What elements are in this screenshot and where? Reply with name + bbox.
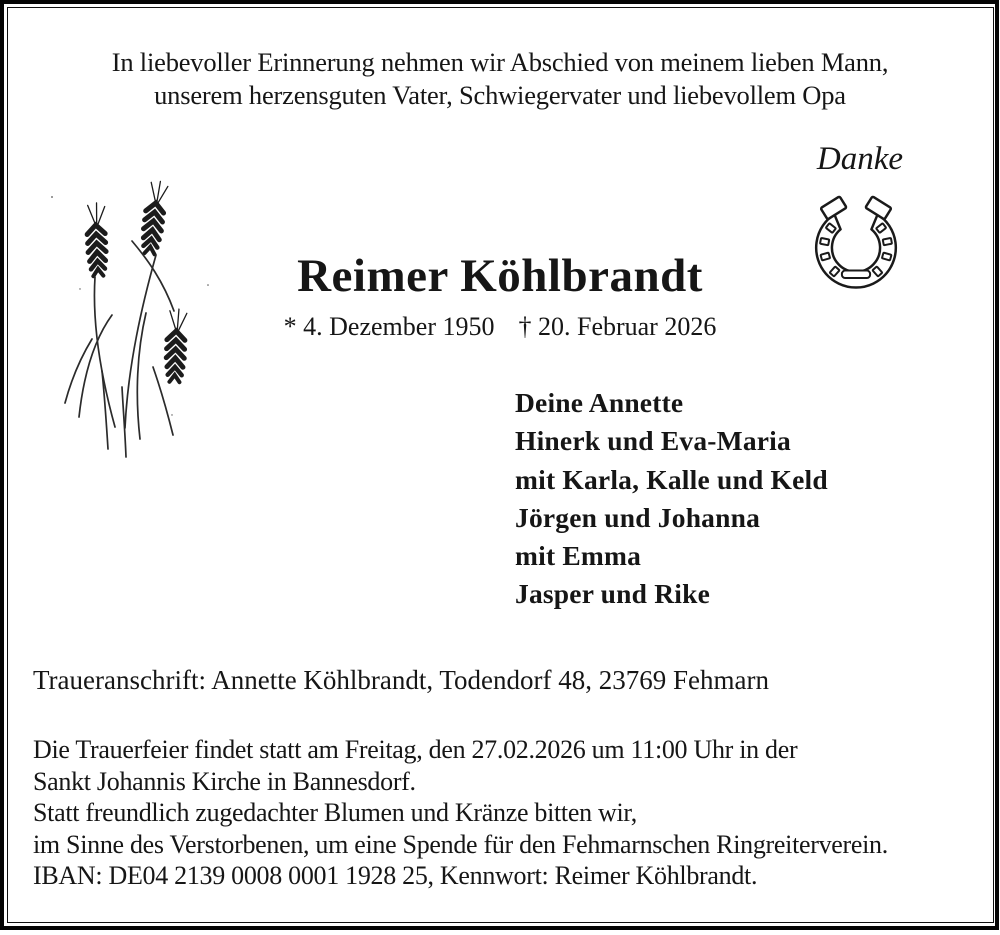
mourner-line: Jörgen und Johanna	[515, 501, 761, 533]
death-date: † 20. Februar 2026	[518, 312, 717, 341]
details-line: Statt freundlich zugedachter Blumen und Kränze bitten wir,	[33, 798, 637, 828]
mourners-list	[515, 384, 828, 614]
intro-line-1: In liebevoller Erinnerung nehmen wir Abschied von meinem lieben Mann,	[111, 47, 889, 77]
mourner-line: mit Emma	[515, 540, 642, 572]
intro-text	[0, 46, 1000, 112]
details-line: IBAN: DE04 2139 0008 0001 1928 25, Kennwort: Reimer Köhlbrandt.	[33, 861, 758, 891]
name-block	[0, 249, 1000, 342]
mourning-address: Traueranschrift: Annette Köhlbrandt, Todendorf 48, 23769 Fehmarn	[33, 665, 769, 695]
details-line: im Sinne des Verstorbenen, um eine Spende für den Fehmarnschen Ringreiterverein.	[33, 829, 888, 859]
details-line: Sankt Johannis Kirche in Bannesdorf.	[33, 766, 416, 796]
thanks-text: Danke	[816, 141, 904, 177]
mourner-line: Jasper und Rike	[515, 578, 711, 610]
intro-line-2: unserem herzensguten Vater, Schwiegervater und liebevollem Opa	[154, 80, 846, 110]
details-line: Die Trauerfeier findet statt am Freitag, den 27.02.2026 um 11:00 Uhr in der	[33, 735, 798, 764]
mourner-line: mit Karla, Kalle und Keld	[515, 463, 828, 495]
mourner-line: Deine Annette	[515, 387, 684, 418]
funeral-details	[33, 734, 983, 892]
life-dates	[0, 312, 1000, 342]
birth-date: * 4. Dezember 1950	[283, 312, 495, 341]
deceased-name: Reimer Köhlbrandt	[297, 250, 703, 302]
mourner-line: Hinerk und Eva-Maria	[515, 425, 791, 457]
